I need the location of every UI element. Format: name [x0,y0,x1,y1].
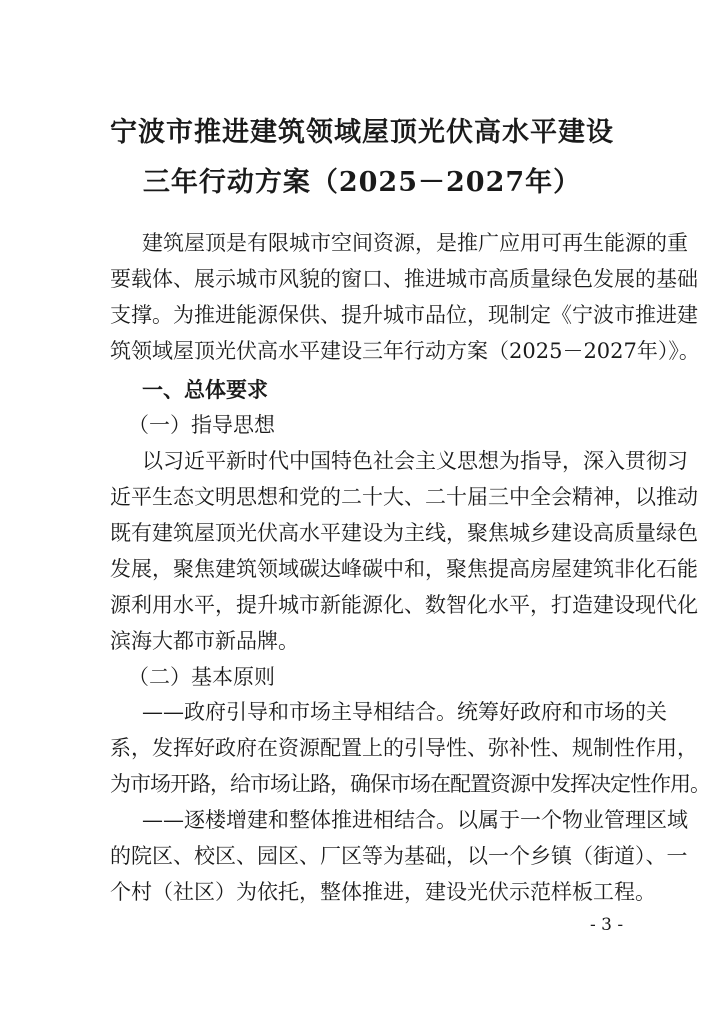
paragraph-line: 以习近平新时代中国特色社会主义思想为指导，深入贯彻习 [142,449,688,473]
paragraph-line: 滨海大都市新品牌。 [110,629,299,653]
intro-line: 要载体、展示城市风貌的窗口、推进城市高质量绿色发展的基础 [110,267,698,291]
page-number: - 3 - [590,915,624,935]
paragraph-line: ——政府引导和市场主导相结合。统筹好政府和市场的关 [142,700,667,724]
paragraph-line: 为市场开路，给市场让路，确保市场在配置资源中发挥决定性作用。 [110,772,710,796]
intro-line: 建筑屋顶是有限城市空间资源，是推广应用可再生能源的重 [142,231,688,255]
subsection-heading: （二）基本原则 [128,665,275,689]
section-heading: 一、总体要求 [142,377,268,402]
subsection-heading: （一）指导思想 [128,413,275,437]
paragraph-line: 发展，聚焦建筑领域碳达峰碳中和，聚焦提高房屋建筑非化石能 [110,557,698,581]
paragraph-line: 源利用水平，提升城市新能源化、数智化水平，打造建设现代化 [110,593,698,617]
intro-line: 支撑。为推进能源保供、提升城市品位，现制定《宁波市推进建 [110,303,698,327]
title-line-2: 三年行动方案（2025－2027年） [142,167,582,198]
paragraph-line: 既有建筑屋顶光伏高水平建设为主线，聚焦城乡建设高质量绿色 [110,521,698,545]
paragraph-line: 的院区、校区、园区、厂区等为基础，以一个乡镇（街道）、一 [110,844,688,868]
paragraph-line: 近平生态文明思想和党的二十大、二十届三中全会精神，以推动 [110,485,698,509]
paragraph-line: 系，发挥好政府在资源配置上的引导性、弥补性、规制性作用， [110,736,698,760]
title-line-1: 宁波市推进建筑领域屋顶光伏高水平建设 [110,117,614,148]
paragraph-line: ——逐楼增建和整体推进相结合。以属于一个物业管理区域 [142,808,688,832]
paragraph-line: 个村（社区）为依托，整体推进，建设光伏示范样板工程。 [110,880,656,904]
intro-line: 筑领域屋顶光伏高水平建设三年行动方案（2025－2027年）》。 [110,339,700,363]
